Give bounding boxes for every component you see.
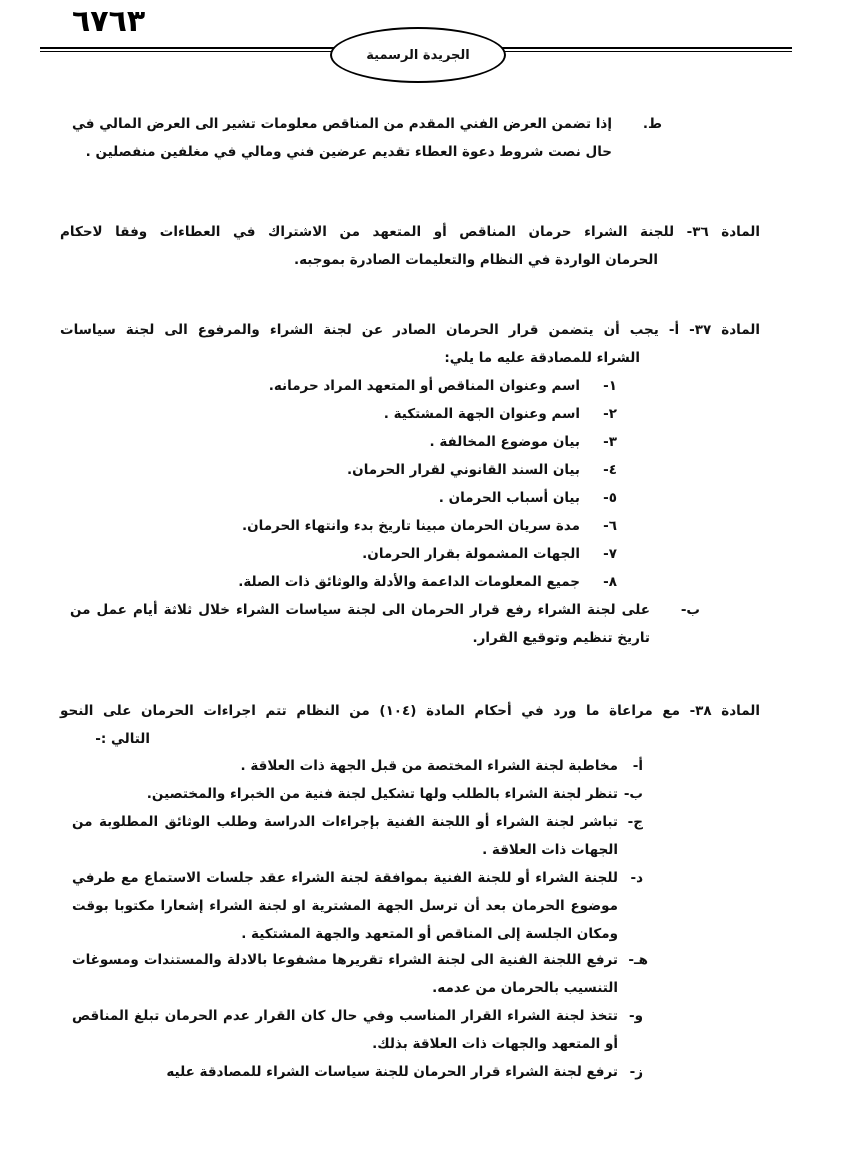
list-item: مخاطبة لجنة الشراء المختصة من قبل الجهة ذات العلاقة . bbox=[240, 758, 618, 774]
list-item-number: ٥- bbox=[603, 490, 617, 506]
clause-marker: هـ- bbox=[628, 952, 648, 968]
article-37-line1: المادة ٣٧- أ- يجب أن يتضمن قرار الحرمان الصادر عن لجنة الشراء والمرفوع الى لجنة سياسات bbox=[60, 322, 760, 338]
list-item: ترفع اللجنة الفنية الى لجنة الشراء تقريرها مشفوعا بالادلة والمستندات ومسوغات التنسيب بالحرمان من عدمه. bbox=[72, 952, 618, 996]
list-item-number: ٣- bbox=[603, 434, 617, 450]
clause-marker: ج- bbox=[627, 814, 643, 830]
clause-marker: ب- bbox=[623, 786, 643, 802]
list-item: اسم وعنوان المناقص أو المتعهد المراد حرمانه. bbox=[268, 378, 580, 394]
list-item: للجنة الشراء أو للجنة الفنية بموافقة لجنة الشراء عقد جلسات الاستماع مع طرفي موضوع الحرمان بعد أن ترسل الجهة المشترية او لجنة الشراء إشعارا مكتوبا بوقت ومكان الجلسة إلى المناقص أو المتعهد والجهة المشتكية . bbox=[72, 870, 618, 942]
list-item-number: ٢- bbox=[603, 406, 617, 422]
list-item-number: ٧- bbox=[603, 546, 617, 562]
list-item: بيان أسباب الحرمان . bbox=[438, 490, 580, 506]
list-item: تتخذ لجنة الشراء القرار المناسب وفي حال كان القرار عدم الحرمان تبلغ المناقص أو المتعهد والجهات ذات العلاقة بذلك. bbox=[72, 1008, 618, 1052]
list-item: اسم وعنوان الجهة المشتكية . bbox=[383, 406, 580, 422]
list-item: بيان السند القانوني لقرار الحرمان. bbox=[347, 462, 580, 478]
list-item: الجهات المشمولة بقرار الحرمان. bbox=[362, 546, 580, 562]
clause-marker: ب- bbox=[680, 602, 700, 618]
clause-text: إذا تضمن العرض الفني المقدم من المناقص معلومات تشير الى العرض المالي في حال نصت شروط دعوة العطاء تقديم عرضين فني ومالي في مغلفين منفصلين . bbox=[72, 116, 612, 160]
list-item: تنظر لجنة الشراء بالطلب ولها تشكيل لجنة فنية من الخبراء والمختصين. bbox=[146, 786, 618, 802]
list-item: تباشر لجنة الشراء أو اللجنة الفنية بإجراءات الدراسة وطلب الوثائق المطلوبة من الجهات ذات العلاقة . bbox=[72, 814, 618, 858]
clause-marker: ز- bbox=[629, 1064, 643, 1080]
clause-marker: و- bbox=[629, 1008, 643, 1024]
article-36-line2: الحرمان الواردة في النظام والتعليمات الصادرة بموجبه. bbox=[293, 252, 658, 268]
article-37-line2: الشراء للمصادقة عليه ما يلي: bbox=[444, 350, 640, 366]
article-38-line2: التالي :- bbox=[95, 731, 150, 747]
clause-marker: ط. bbox=[642, 116, 662, 132]
clause-marker: د- bbox=[630, 870, 643, 886]
list-item-number: ٨- bbox=[603, 574, 617, 590]
page-number: ٦٧٦٣ bbox=[72, 4, 146, 39]
clause-marker: أ- bbox=[632, 758, 643, 774]
gazette-title: الجريدة الرسمية bbox=[366, 47, 470, 63]
list-item: مدة سريان الحرمان مبينا تاريخ بدء وانتهاء الحرمان. bbox=[242, 518, 580, 534]
list-item-number: ٦- bbox=[603, 518, 617, 534]
list-item-number: ٤- bbox=[603, 462, 617, 478]
list-item: جميع المعلومات الداعمة والأدلة والوثائق ذات الصلة. bbox=[238, 574, 580, 590]
article-38-line1: المادة ٣٨- مع مراعاة ما ورد في أحكام المادة (١٠٤) من النظام تتم اجراءات الحرمان على النحو bbox=[60, 703, 760, 719]
article-36-line1: المادة ٣٦- للجنة الشراء حرمان المناقص أو المتعهد من الاشتراك في العطاءات وفقا لاحكام bbox=[60, 224, 760, 240]
header-emblem bbox=[330, 27, 506, 83]
list-item-number: ١- bbox=[603, 378, 617, 394]
list-item: بيان موضوع المخالفة . bbox=[429, 434, 580, 450]
list-item: ترفع لجنة الشراء قرار الحرمان للجنة سياسات الشراء للمصادقة عليه bbox=[166, 1064, 618, 1080]
article-37-clause-b: على لجنة الشراء رفع قرار الحرمان الى لجنة سياسات الشراء خلال ثلاثة أيام عمل من تاريخ تنظيم وتوقيع القرار. bbox=[70, 602, 650, 646]
